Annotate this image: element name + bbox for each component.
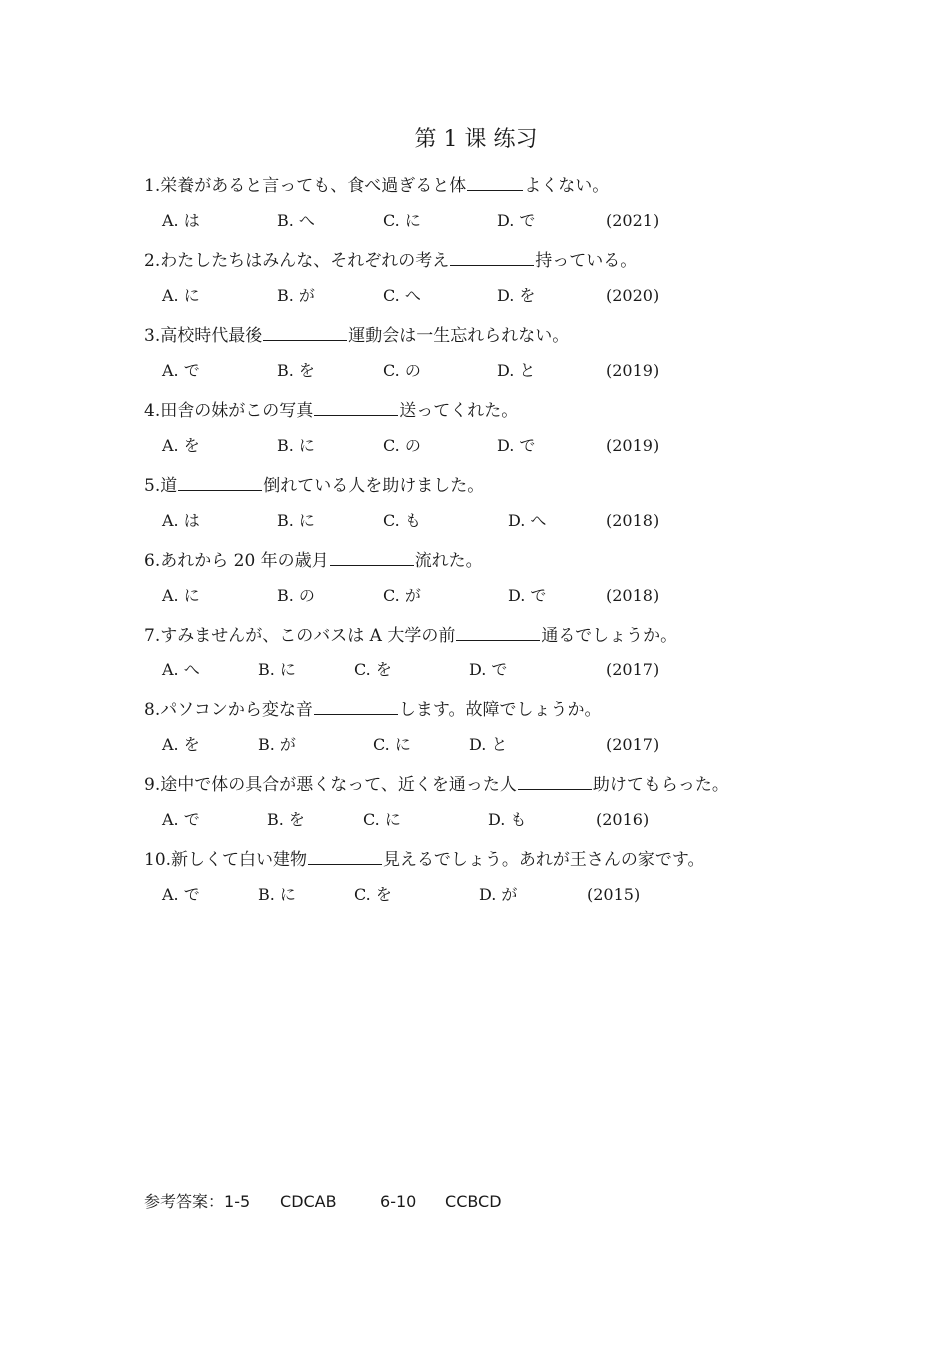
question-1 xyxy=(144,172,609,198)
answer-range-1: 1-5 xyxy=(224,1192,251,1211)
options-row-7 xyxy=(0,658,952,682)
question-text-after: 見えるでしょう。あれが王さんの家です。 xyxy=(383,850,705,870)
answer-blank xyxy=(314,397,398,416)
option-a: A. へ xyxy=(162,660,200,679)
question-year: (2019) xyxy=(606,436,660,455)
question-year: (2018) xyxy=(606,511,660,530)
question-number: 2. xyxy=(144,251,161,271)
question-number: 1. xyxy=(144,176,161,196)
option-c: C. を xyxy=(354,885,392,904)
options-row-6 xyxy=(0,584,952,608)
question-7 xyxy=(144,622,677,648)
question-number: 5. xyxy=(144,476,161,496)
question-year: (2015) xyxy=(587,885,641,904)
question-number: 10. xyxy=(144,850,172,870)
option-c: C. が xyxy=(383,586,421,605)
option-c: C. の xyxy=(383,436,421,455)
question-text-before: あれから 20 年の歳月 xyxy=(160,551,329,571)
question-text-before: 栄養があると言っても、食べ過ぎると体 xyxy=(160,176,467,196)
options-row-10 xyxy=(0,883,952,907)
option-b: B. の xyxy=(277,586,315,605)
question-text-before: 新しくて白い建物 xyxy=(171,850,308,870)
question-text-before: 高校時代最後 xyxy=(160,326,263,346)
answer-blank xyxy=(263,322,347,341)
option-a: A. で xyxy=(162,885,200,904)
question-5 xyxy=(144,472,484,498)
question-year: (2017) xyxy=(606,735,660,754)
question-year: (2020) xyxy=(606,286,660,305)
question-text-after: 倒れている人を助けました。 xyxy=(263,476,485,496)
option-c: C. に xyxy=(363,810,401,829)
question-number: 4. xyxy=(144,401,161,421)
option-a: A. は xyxy=(162,211,200,230)
option-b: B. に xyxy=(277,511,315,530)
option-a: A. で xyxy=(162,810,200,829)
option-d: D. で xyxy=(469,660,508,679)
option-b: B. へ xyxy=(277,211,315,230)
answer-blank xyxy=(456,622,540,641)
option-d: D. へ xyxy=(508,511,547,530)
answer-blank xyxy=(308,846,382,865)
option-d: D. と xyxy=(469,735,508,754)
question-year: (2019) xyxy=(606,361,660,380)
option-a: A. を xyxy=(162,436,200,455)
question-text-after: 通るでしょうか。 xyxy=(541,626,678,646)
question-text-before: 道 xyxy=(160,476,178,496)
options-row-9 xyxy=(0,808,952,832)
page-title: 第 1 课 练习 xyxy=(414,127,538,152)
question-text-after: 持っている。 xyxy=(535,251,638,271)
option-b: B. に xyxy=(258,885,296,904)
options-row-1 xyxy=(0,209,952,233)
question-text-after: します。故障でしょうか。 xyxy=(398,700,602,720)
question-year: (2017) xyxy=(606,660,660,679)
question-number: 8. xyxy=(144,700,161,720)
options-row-4 xyxy=(0,434,952,458)
option-c: C. を xyxy=(354,660,392,679)
answer-key xyxy=(144,1190,502,1214)
options-row-2 xyxy=(0,284,952,308)
answer-blank xyxy=(314,696,398,715)
option-b: B. が xyxy=(277,286,315,305)
answer-key-label: 参考答案： xyxy=(144,1192,225,1211)
question-number: 3. xyxy=(144,326,161,346)
answers-2: CCBCD xyxy=(445,1192,502,1211)
option-c: C. の xyxy=(383,361,421,380)
question-6 xyxy=(144,547,483,573)
question-text-before: すみませんが、このバスは A 大学の前 xyxy=(160,626,456,646)
answer-blank xyxy=(450,247,534,266)
options-row-5 xyxy=(0,509,952,533)
question-10 xyxy=(144,846,705,872)
option-a: A. に xyxy=(162,586,200,605)
option-b: B. が xyxy=(258,735,296,754)
option-c: C. に xyxy=(383,211,421,230)
option-b: B. を xyxy=(277,361,315,380)
question-2 xyxy=(144,247,637,273)
question-text-before: パソコンから変な音 xyxy=(160,700,313,720)
question-text-before: 途中で体の具合が悪くなって、近くを通った人 xyxy=(160,775,517,795)
question-text-after: 助けてもらった。 xyxy=(592,775,729,795)
question-year: (2018) xyxy=(606,586,660,605)
question-4 xyxy=(144,397,518,423)
option-c: C. に xyxy=(373,735,411,754)
option-a: A. は xyxy=(162,511,200,530)
question-text-after: よくない。 xyxy=(524,176,610,196)
option-d: D. で xyxy=(497,211,536,230)
option-d: D. で xyxy=(497,436,536,455)
option-d: D. と xyxy=(497,361,536,380)
question-8 xyxy=(144,696,602,722)
answer-blank xyxy=(178,472,262,491)
option-d: D. が xyxy=(479,885,518,904)
question-3 xyxy=(144,322,569,348)
question-text-after: 運動会は一生忘れられない。 xyxy=(348,326,570,346)
question-9 xyxy=(144,771,729,797)
answers-1: CDCAB xyxy=(280,1192,337,1211)
option-b: B. に xyxy=(258,660,296,679)
question-text-after: 流れた。 xyxy=(414,551,483,571)
question-number: 7. xyxy=(144,626,161,646)
answer-blank xyxy=(467,172,523,191)
options-row-3 xyxy=(0,359,952,383)
option-b: B. に xyxy=(277,436,315,455)
question-year: (2016) xyxy=(596,810,650,829)
option-a: A. で xyxy=(162,361,200,380)
option-c: C. も xyxy=(383,511,421,530)
question-year: (2021) xyxy=(606,211,660,230)
option-a: A. を xyxy=(162,735,200,754)
option-d: D. で xyxy=(508,586,547,605)
option-c: C. へ xyxy=(383,286,421,305)
options-row-8 xyxy=(0,733,952,757)
option-d: D. を xyxy=(497,286,536,305)
question-number: 6. xyxy=(144,551,161,571)
question-text-before: わたしたちはみんな、それぞれの考え xyxy=(160,251,450,271)
option-b: B. を xyxy=(267,810,305,829)
option-d: D. も xyxy=(488,810,527,829)
option-a: A. に xyxy=(162,286,200,305)
question-text-before: 田舎の妹がこの写真 xyxy=(160,401,314,421)
question-number: 9. xyxy=(144,775,161,795)
question-text-after: 送ってくれた。 xyxy=(399,401,519,421)
answer-blank xyxy=(330,547,414,566)
answer-range-2: 6-10 xyxy=(380,1192,417,1211)
answer-blank xyxy=(518,771,592,790)
